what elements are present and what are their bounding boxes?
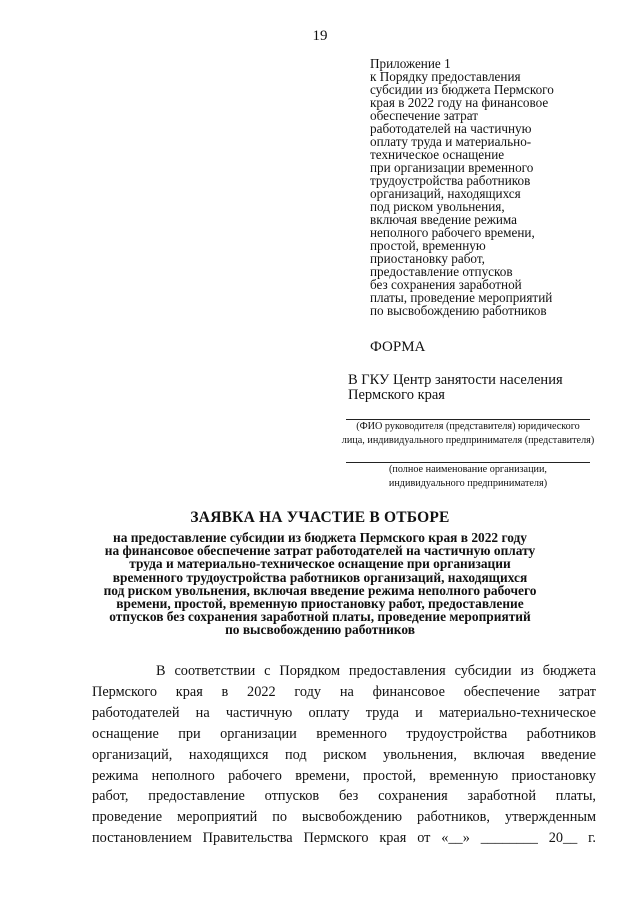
appendix-line: неполного рабочего времени,	[370, 225, 535, 240]
subtitle-line: временного трудоустройства работников организаций, находящихся	[112, 569, 528, 585]
appendix-line: трудоустройства работников	[370, 173, 531, 188]
appendix-header	[370, 57, 620, 317]
addressee-line-1: В ГКУ Центр занятости населения	[348, 372, 563, 388]
appendix-line: простой, временную	[370, 238, 486, 253]
appendix-line: без сохранения заработной	[370, 277, 522, 292]
appendix-line: включая введение режима	[370, 212, 518, 227]
appendix-line: субсидии из бюджета Пермского	[370, 82, 554, 97]
body-line: оснащение при организации временного трудоустройства работников	[92, 725, 596, 742]
appendix-line: работодателей на частичную	[370, 121, 532, 136]
subtitle-line: времени, простой, временную приостановку работ, предоставление	[116, 596, 524, 612]
appendix-line: оплату труда и материально-	[370, 134, 532, 149]
appendix-line: платы, проведение мероприятий	[370, 290, 553, 305]
appendix-line: Приложение 1	[370, 56, 451, 71]
appendix-line: техническое оснащение	[370, 147, 505, 162]
subtitle-line: под риском увольнения, включая введение режима неполного рабочего	[103, 582, 537, 598]
document-title: ЗАЯВКА НА УЧАСТИЕ В ОТБОРЕ	[190, 509, 450, 526]
body-line: организаций, находящихся под риском увольнения, включая введение	[92, 746, 596, 763]
page-number: 19	[312, 28, 328, 44]
body-line: В соответствии с Порядком предоставления субсидии из бюджета	[156, 663, 596, 679]
appendix-line: по высвобождению работников	[370, 303, 547, 318]
organization-name-caption-2: индивидуального предпринимателя)	[388, 478, 548, 489]
body-line: Пермского края в 2022 году на финансовое обеспечение затрат	[92, 683, 596, 700]
body-line: проведение мероприятий по высвобождению работников, утвержденным	[92, 809, 596, 826]
document-subtitle	[60, 531, 580, 637]
body-line: работ, предоставление отпусков без сохранения заработной платы,	[92, 788, 596, 805]
subtitle-line: отпусков без сохранения заработной платы, проведение мероприятий	[109, 609, 531, 625]
addressee	[348, 373, 608, 403]
appendix-line: организаций, находящихся	[370, 186, 521, 201]
subtitle-line: на предоставление субсидии из бюджета Пермского края в 2022 году	[113, 530, 527, 545]
appendix-line: при организации временного	[370, 160, 534, 175]
subtitle-line: труда и материально-техническое оснащение при организации	[129, 556, 511, 572]
subtitle-line: по высвобождению работников	[225, 622, 415, 638]
applicant-name-caption-2: лица, индивидуального предпринимателя (представителя)	[341, 435, 595, 446]
organization-name-caption-1: (полное наименование организации,	[389, 464, 547, 475]
body-line: постановлением Правительства Пермского края от «__» ________ 20__ г.	[92, 830, 596, 847]
appendix-line: приостановку работ,	[370, 251, 485, 266]
appendix-line: под риском увольнения,	[370, 199, 505, 214]
subtitle-line: на финансовое обеспечение затрат работодателей на частичную оплату	[104, 543, 536, 559]
appendix-line: обеспечение затрат	[370, 108, 479, 123]
addressee-line-2: Пермского края	[348, 387, 445, 403]
form-label: ФОРМА	[370, 339, 426, 355]
appendix-line: предоставление отпусков	[370, 264, 513, 279]
body-paragraph	[92, 661, 596, 849]
body-line: работодателей на частичную оплату труда и материально-техническое	[92, 704, 596, 721]
body-line: режима неполного рабочего времени, простой, временную приостановку	[92, 767, 596, 784]
applicant-name-caption-1: (ФИО руководителя (представителя) юридического	[356, 421, 580, 432]
appendix-line: края в 2022 году на финансовое	[370, 95, 549, 110]
appendix-line: к Порядку предоставления	[370, 69, 521, 84]
